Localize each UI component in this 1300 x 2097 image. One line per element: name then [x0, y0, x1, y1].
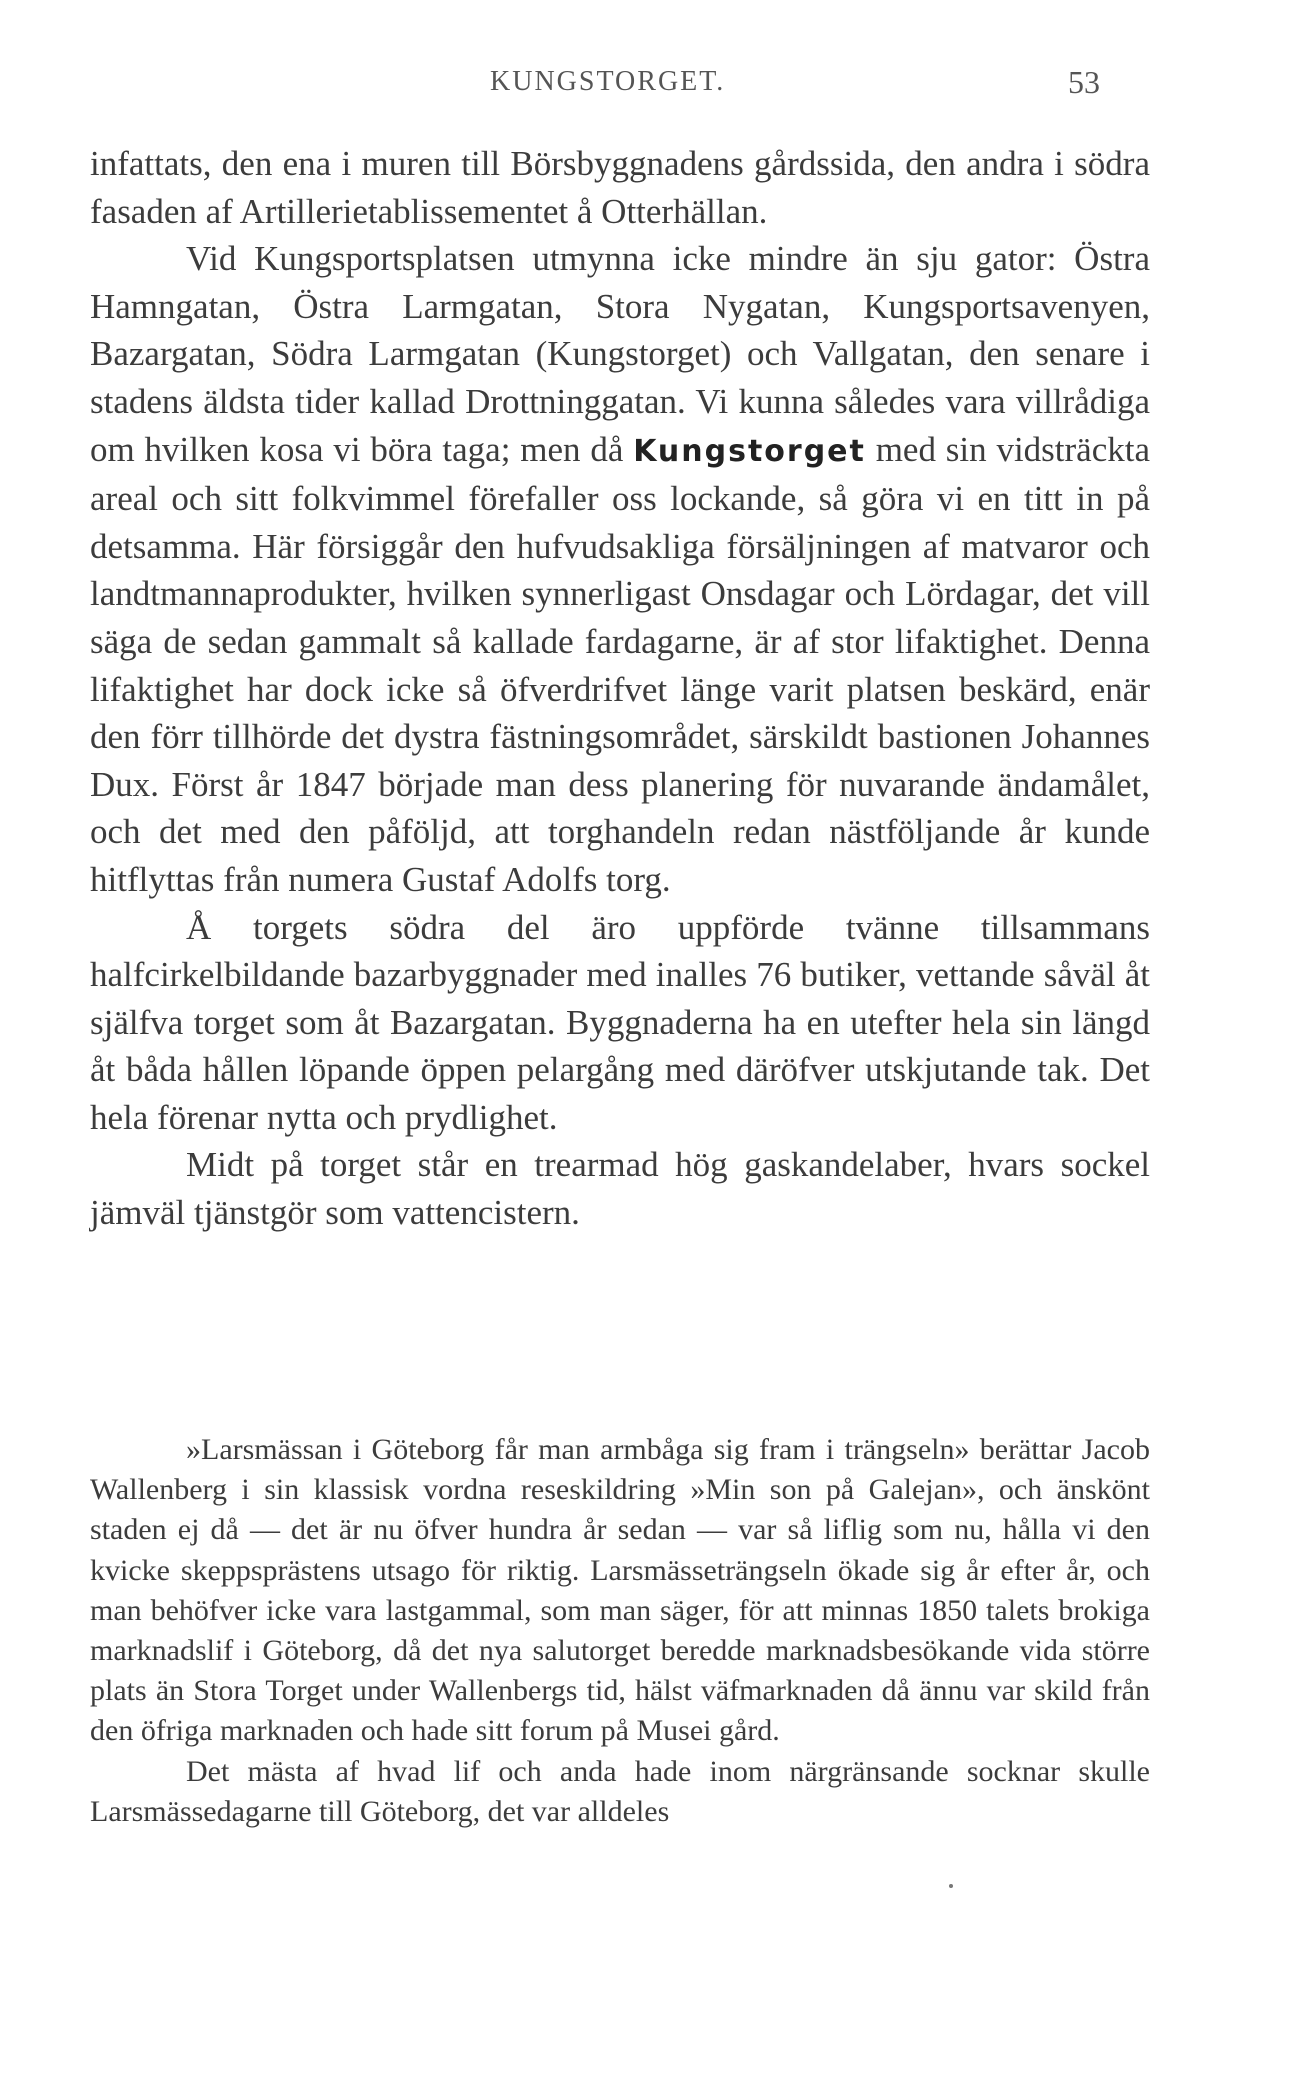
small-print-section: [90, 1430, 1150, 1832]
paragraph-2-end: med sin vidsträckta areal och sitt folkvimmel förefaller oss lockande, så göra vi en titt in på detsamma. Här försiggår den hufvudsakliga försäljningen af matvaror och landtmannaprodukter, hvilken synnerligast Onsdagar och Lördagar, det vill säga de sedan gammalt så kallade fardagarne, är af stor lifaktighet. Denna lifaktighet har dock icke så öfverdrifvet länge varit platsen beskärd, enär den förr tillhörde det dystra fästningsområdet, särskildt bastionen Johannes Dux. Först år 1847 började man dess planering för nuvarande ändamålet, och det med den påföljd, att torghandeln redan nästföljande år kunde hitflyttas från numera Gustaf Adolfs torg.: [90, 429, 1151, 899]
page-number: 53: [1068, 64, 1100, 100]
emphasized-place-name: Kungstorget: [633, 433, 866, 469]
main-text: [90, 140, 1150, 1237]
paragraph-2: [90, 235, 1150, 903]
small-paragraph-1: »Larsmässan i Göteborg får man armbåga sig fram i trängseln» berättar Jacob Wallenberg i sin klassisk vordna reseskildring »Min son på Galejan», och änskönt staden ej då — det är nu öfver hundra år sedan — var så liflig som nu, hålla vi den kvicke skeppsprästens utsago för riktig. Larsmässeträngseln ökade sig år efter år, och man behöfver icke vara lastgammal, som man säger, för att minnas 1850 talets brokiga marknadslif i Göteborg, då det nya salutorget beredde marknadsbesökande vida större plats än Stora Torget under Wallenbergs tid, hälst väfmarknaden då ännu var skild från den öfriga marknaden och hade sitt forum på Musei gård.: [90, 1433, 1150, 1748]
running-head: [0, 66, 1300, 106]
paragraph-4: Midt på torget står en trearmad hög gaskandelaber, hvars sockel jämväl tjänstgör som vattencistern.: [90, 1145, 1150, 1233]
running-head-title: KUNGSTORGET.: [490, 66, 726, 97]
small-paragraph-2: Det mästa af hvad lif och anda hade inom närgränsande socknar skulle Larsmässedagarne till Göteborg, det var alldeles: [90, 1754, 1150, 1828]
paragraph-2-start: Vid Kungsportsplatsen utmynna icke mindre än sju gator: Östra Hamngatan, Östra Larmgatan, Stora Nygatan, Kungsportsavenyen, Bazargatan, Södra Larmgatan (Kungstorget) och Vallgatan, den senare i stadens äldsta tider kallad Drottninggatan. Vi kunna således vara villrådiga om hvilken kosa vi böra taga; men då: [90, 239, 1150, 469]
ink-speck: [949, 1884, 953, 1888]
paragraph-3: Å torgets södra del äro uppförde tvänne tillsammans halfcirkelbildande bazarbyggnader med inalles 76 butiker, vettande såväl åt själfva torget som åt Bazargatan. Byggnaderna ha en utefter hela sin längd åt båda hållen löpande öppen pelargång med däröfver utskjutande tak. Det hela förenar nytta och prydlighet.: [90, 907, 1150, 1137]
paragraph-1: infattats, den ena i muren till Börsbyggnadens gårdssida, den andra i södra fasaden af Artillerietablissementet å Otterhällan.: [90, 144, 1150, 231]
